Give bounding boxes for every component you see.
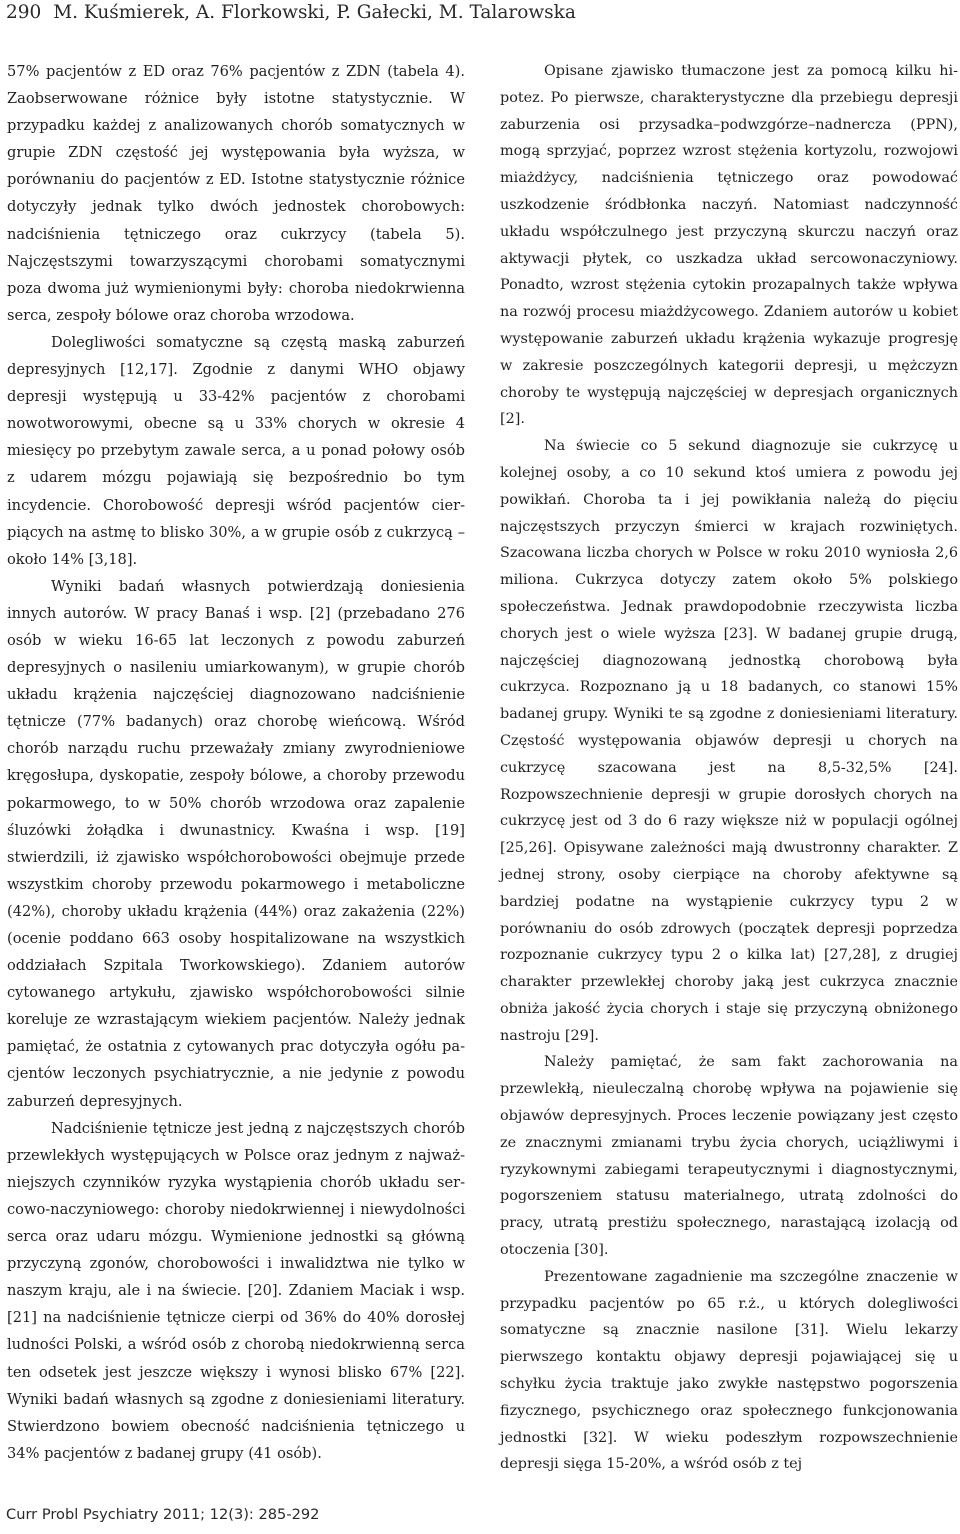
running-header — [6, 2, 576, 23]
paragraph: Należy pamiętać, że sam fakt zachorowania na przewlekłą, nieuleczalną chorobę wpływa na pojawienie się objawów depresyjnych. Proces leczenie powiązany jest często ze znacznymi zmianami trybu życia chorych, uciążliwymi i ryzykownymi zabiegami terapeutycznymi i diagnostycznymi, pogorszeniem statusu materialnego, utratą zdolności do pracy, utratą prestiżu społecznego, narastającą izolacją od otoczenia [30]. — [500, 1054, 958, 1259]
paragraph: Dolegliwości somatyczne są częstą maską zaburzeń depresyjnych [12,17]. Zgodnie z danymi WHO objawy depresji występują u 33-42% pacjentów z chorobami nowotworowymi, obecne są u 33% chorych w okresie 4 miesięcy po przebytym zawale serca, a u ponad połowy osób z udarem mózgu pojawiają się bezpośrednio bo tym incydencie. Chorobowość depresji wśród pacjentów cierpiących na astmę to blisko 30%, a w grupie osób z cukrzycą – około 14% [3,18]. — [7, 333, 465, 568]
left-column — [7, 58, 465, 1467]
header-authors: M. Kuśmierek, A. Florkowski, P. Gałecki, M. Talarowska — [53, 2, 576, 23]
paragraph: 57% pacjentów z ED oraz 76% pacjentów z ZDN (tabela 4). Zaobserwowane różnice były istotne statystycznie. W przypadku każdej z analizowanych chorób somatycznych w grupie ZDN częstość jej występowania była wyższa, w porównaniu do pacjentów z ED. Istotne statystycznie różnice dotyczyły jednak tylko dwóch jednostek chorobowych: nadciśnienia tętniczego oraz cukrzycy (tabela 5). Najczęstszymi towarzyszącymi chorobami somatycznymi poza dwoma już wymienionymi były: choroba niedokrwienna serca, zespoły bólowe oraz choroba wrzodowa. — [7, 63, 465, 324]
right-column — [500, 58, 958, 1478]
paragraph: Nadciśnienie tętnicze jest jedną z najczęstszych chorób przewlekłych występujących w Polsce oraz jednym z najważniejszych czynników ryzyka wystąpienia chorób układu sercowo-naczyniowego: choroby niedokrwiennej i niewydolności serca oraz udaru mózgu. Wymienione jednostki są główną przyczyną zgonów, chorobowości i inwalidztwa nie tylko w naszym kraju, ale i na świecie. [20]. Zdaniem Maciak i wsp. [21] na nadciśnienie tętnicze cierpi od 36% do 40% dorosłej ludności Polski, a wśród osób z chorobą niedokrwienną serca ten odsetek jest jeszcze większy i wynosi blisko 67% [22]. Wyniki badań własnych są zgodne z doniesieniami literatury. Stwierdzono bowiem obecność nadciśnienia tętniczego u 34% pacjentów z badanej grupy (41 osób). — [7, 1119, 465, 1462]
paragraph: Opisane zjawisko tłumaczone jest za pomocą kilku hipotez. Po pierwsze, charakterystyczne dla przebiegu depresji zaburzenia osi przysadka–podwzgórze–nadnercza (PPN), mogą sprzyjać, poprzez wzrost stężenia kortyzolu, rozwojowi miażdżycy, nadciśnienia tętniczego oraz powodować uszkodzenie śródbłonka naczyń. Natomiast nadczynność układu współczulnego jest przyczyną skurczu naczyń oraz aktywacji płytek, co uszkadza układ sercowonaczyniowy. Ponadto, wzrost stężenia cytokin prozapalnych także wpływa na rozwój procesu miażdżycowego. Zdaniem autorów u kobiet występowanie zaburzeń układu krążenia wykazuje progresję w zakresie poszczególnych kategorii depresji, u mężczyzn choroby te występują najczęściej w depresjach organicznych [2]. — [500, 63, 958, 428]
paragraph: Prezentowane zagadnienie ma szczególne znaczenie w przypadku pacjentów po 65 r.ż., u których dolegliwości somatyczne są znacznie nasilone [31]. Wielu lekarzy pierwszego kontaktu objawy depresji pojawiającej się u schyłku życia traktuje jako zwykłe następstwo pogorszenia fizycznego, psychicznego oraz społecznego funkcjonowania jednostki [32]. W wieku podeszłym rozpowszechnienie depresji sięga 15-20%, a wśród osób z tej — [500, 1268, 958, 1473]
paragraph: Wyniki badań własnych potwierdzają doniesienia innych autorów. W pracy Banaś i wsp. [2] (przebadano 276 osób w wieku 16-65 lat leczonych z powodu zaburzeń depresyjnych o nasileniu umiarkowanym), w grupie chorób układu krążenia najczęściej diagnozowano nadciśnienie tętnicze (77% badanych) oraz chorobę wieńcową. Wśród chorób narządu ruchu przeważały zmiany zwyrodnieniowe kręgosłupa, dyskopatie, zespoły bólowe, a choroby przewodu pokarmowego, to w 50% chorób wrzodowa oraz zapalenie śluzówki żołądka i dwunastnicy. Kwaśna i wsp. [19] stwierdzili, iż zjawisko współchorobowości obejmuje przede wszystkim choroby przewodu pokarmowego i metaboliczne (42%), choroby układu krążenia (44%) oraz zakażenia (22%) (ocenie poddano 663 osoby hospitalizowane na wszystkich oddziałach Szpitala Tworkowskiego). Zdaniem autorów cytowanego artykułu, zjawisko współchorobowości silnie koreluje ze wzrastającym wiekiem pacjentów. Należy jednak pamiętać, że ostatnia z cytowanych prac dotyczyła ogółu pacjentów leczonych psychiatrycznie, a nie jedynie z powodu zaburzeń depresyjnych. — [7, 577, 465, 1110]
paragraph: Na świecie co 5 sekund diagnozuje sie cukrzycę u kolejnej osoby, a co 10 sekund ktoś umiera z powodu jej powikłań. Choroba ta i jej powikłania należą do pięciu najczęstszych przyczyn śmierci w krajach rozwiniętych. Szacowana liczba chorych w Polsce w roku 2010 wyniosła 2,6 miliona. Cukrzyca dotyczy zatem około 5% polskiego społeczeństwa. Jednak prawdopodobnie rzeczywista liczba chorych jest o wiele wyższa [23]. W badanej grupie drugą, najczęściej diagnozowaną jednostką chorobową była cukrzyca. Rozpoznano ją u 18 badanych, co stanowi 15% badanej grupy. Wyniki te są zgodne z doniesieniami literatury. Częstość występowania objawów depresji u chorych na cukrzycę szacowana jest na 8,5-32,5% [24]. Rozpowszechnienie depresji w grupie dorosłych chorych na cukrzycę jest od 3 do 6 razy większe niż w populacji ogólnej [25,26]. Opisywane zależności mają dwustronny charakter. Z jednej strony, osoby cierpiące na choroby afektywne są bardziej podatne na wystąpienie cukrzycy typu 2 w porównaniu do osób zdrowych (początek depresji poprzedza rozpoznanie cukrzycy typu 2 o kilka lat) [27,28], z drugiej charakter przewlekłej choroby jaką jest cukrzyca znacznie obniża jakość życia chorych i staje się przyczyną obniżonego nastroju [29]. — [500, 438, 958, 1044]
journal-citation: Curr Probl Psychiatry 2011; 12(3): 285-292 — [6, 1506, 320, 1523]
page-number: 290 — [6, 2, 42, 23]
